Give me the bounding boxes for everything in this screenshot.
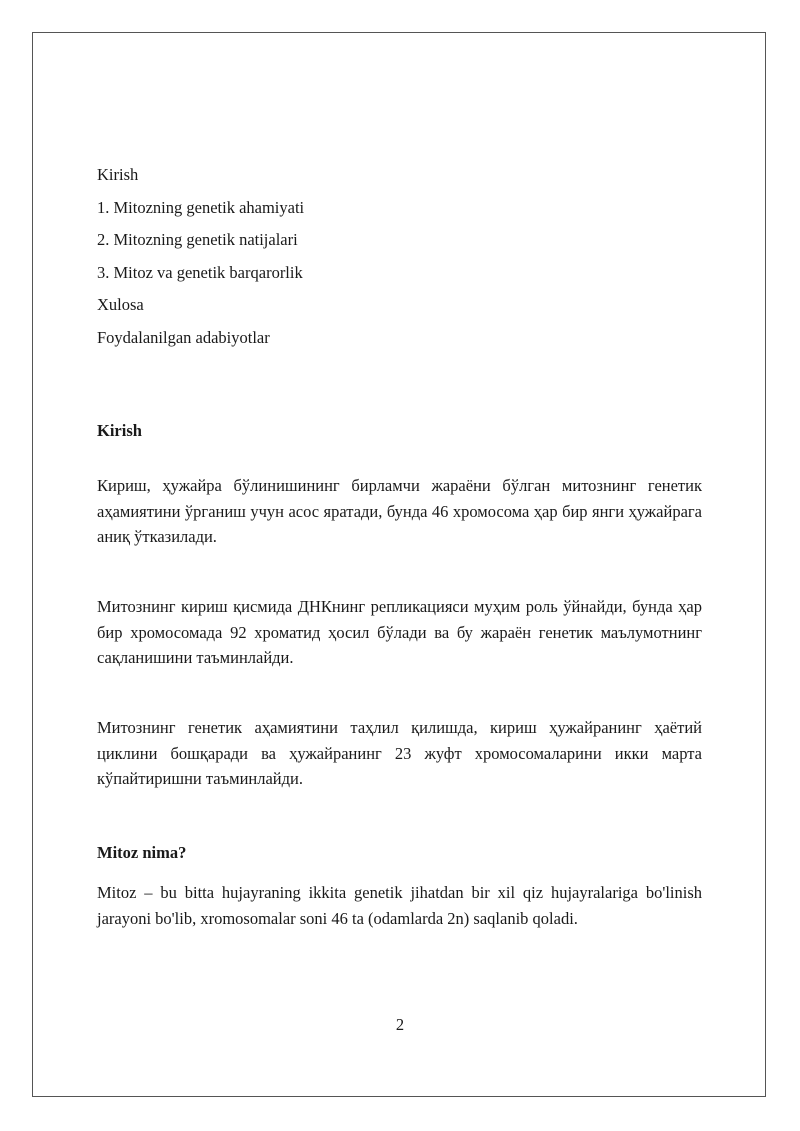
page-number: 2 (395, 1015, 405, 1034)
toc-item-chapter-1: 1. Mitozning genetik ahamiyati (97, 197, 305, 217)
table-of-contents (97, 159, 717, 355)
intro-paragraph-1: Кириш, ҳужайра бўлинишининг бирламчи жараёни бўлган митознинг генетик аҳамиятини ўрганиш учун асос яратади, бунда 46 хромосома ҳар бир янги ҳужайрага аниқ ўтказилади. (97, 476, 702, 546)
mitoz-heading: Mitoz nima? (97, 843, 187, 862)
intro-paragraph-3: Митознинг генетик аҳамиятини таҳлил қилишда, кириш ҳужайранинг ҳаётий циклини бошқаради ва ҳужайранинг 23 жуфт хромосомаларини икки марта кўпайтиришни таъминлайди. (97, 718, 702, 788)
toc-item-chapter-3: 3. Mitoz va genetik barqarorlik (97, 262, 303, 282)
toc-item-intro: Kirish (97, 165, 139, 184)
toc-item-chapter-2: 2. Mitozning genetik natijalari (97, 230, 298, 250)
intro-paragraph-2: Митознинг кириш қисмида ДНКнинг репликацияси муҳим роль ўйнайди, бунда ҳар бир хромосомада 92 хроматид ҳосил бўлади ва бу жараён генетик маълумотнинг сақланишини таъминлайди. (97, 597, 702, 667)
intro-heading: Kirish (97, 421, 142, 440)
toc-item-conclusion: Xulosa (97, 295, 144, 315)
mitoz-paragraph: Mitoz – bu bitta hujayraning ikkita genetik jihatdan bir xil qiz hujayralariga bo'linish jarayoni bo'lib, xromosomalar soni 46 ta (odamlarda 2n) saqlanib qoladi. (97, 883, 702, 928)
toc-item-references: Foydalanilgan adabiyotlar (97, 327, 270, 347)
